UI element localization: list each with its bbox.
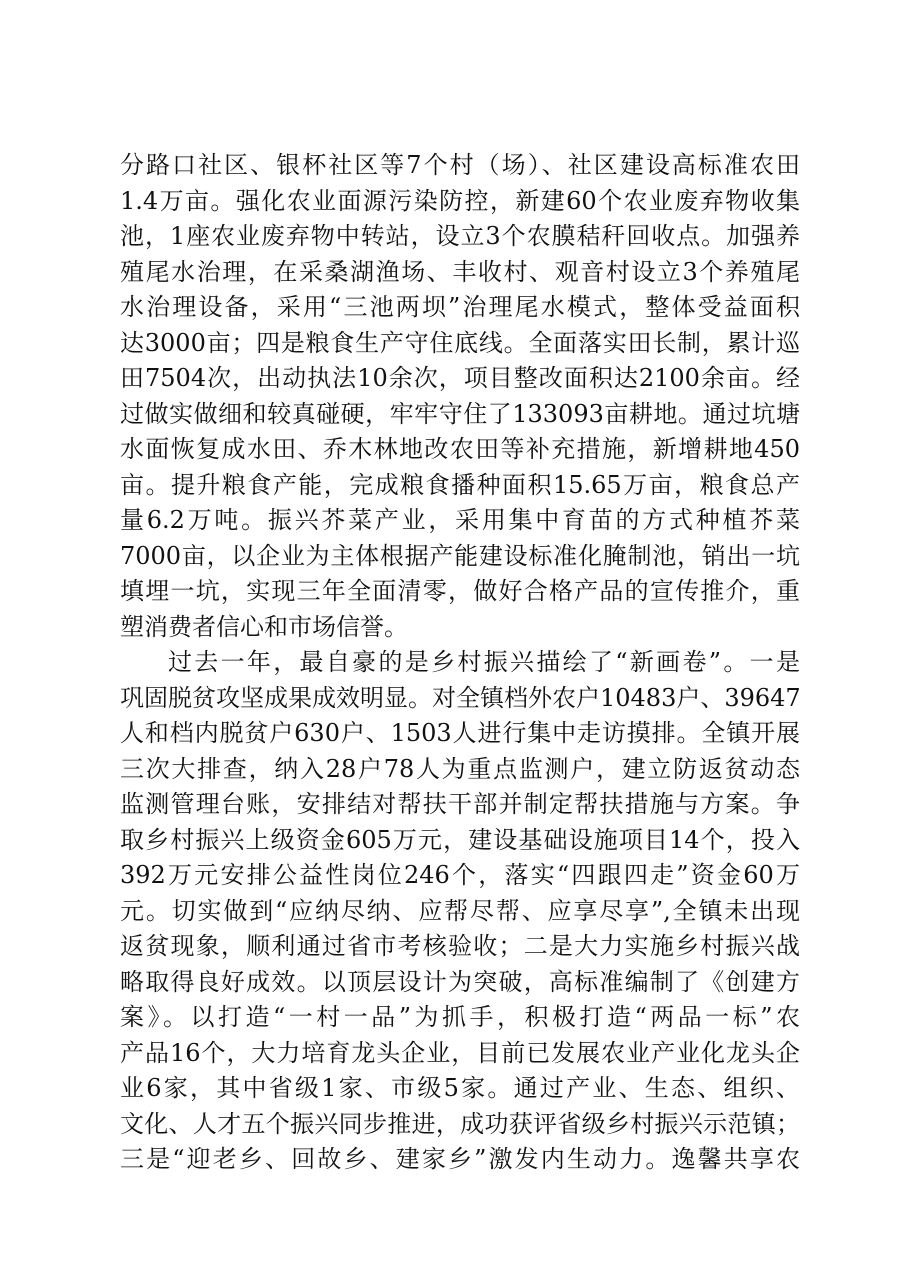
text-line: 填埋一坑，实现三年全面清零，做好合格产品的宣传推介，重 xyxy=(120,577,800,605)
text-line: 1.4万亩。强化农业面源污染防控，新建60个农业废弃物收集 xyxy=(120,186,800,215)
text-line: 达3000亩；四是粮食生产守住底线。全面落实田长制，累计巡 xyxy=(120,328,800,357)
text-line: 产品16个，大力培育龙头企业，目前已发展农业产业化龙头企 xyxy=(120,1038,800,1067)
paragraph-2 xyxy=(120,645,800,1178)
text-line: 过做实做细和较真碰硬，牢牢守住了133093亩耕地。通过坑塘 xyxy=(120,399,800,428)
text-line: 分路口社区、银杯社区等7个村（场）、社区建设高标准农田 xyxy=(120,151,800,179)
text-line: 量6.2万吨。振兴芥菜产业，采用集中育苗的方式种植芥菜 xyxy=(120,506,800,534)
text-line: 监测管理台账，安排结对帮扶干部并制定帮扶措施与方案。争 xyxy=(120,790,800,818)
text-line: 过去一年，最自豪的是乡村振兴描绘了“新画卷”。一是 xyxy=(168,648,800,676)
text-line: 略取得良好成效。以顶层设计为突破，高标准编制了《创建方 xyxy=(120,967,800,996)
text-line: 巩固脱贫攻坚成果成效明显。对全镇档外农户10483户、39647 xyxy=(120,683,801,712)
text-line: 水治理设备，采用“三池两坝”治理尾水模式，整体受益面积 xyxy=(120,293,800,321)
text-line: 三次大排查，纳入28户78人为重点监测户，建立防返贫动态 xyxy=(120,754,800,783)
text-line: 三是“迎老乡、回故乡、建家乡”激发内生动力。逸馨共享农 xyxy=(120,1145,800,1173)
text-line: 返贫现象，顺利通过省市考核验收；二是大力实施乡村振兴战 xyxy=(120,932,800,960)
paragraph-1 xyxy=(120,148,800,645)
text-line: 塑消费者信心和市场信誉。 xyxy=(120,612,408,641)
text-line: 田7504次，出动执法10余次，项目整改面积达2100余亩。经 xyxy=(120,364,800,392)
text-line: 业6家，其中省级1家、市级5家。通过产业、生态、组织、 xyxy=(120,1074,800,1102)
document-body xyxy=(120,148,800,1178)
text-line: 亩。提升粮食产能，完成粮食播种面积15.65万亩，粮食总产 xyxy=(120,470,800,499)
text-line: 392万元安排公益性岗位246个，落实“四跟四走”资金60万 xyxy=(120,861,800,889)
text-line: 池，1座农业废弃物中转站，设立3个农膜秸秆回收点。加强养 xyxy=(120,222,800,250)
text-line: 文化、人才五个振兴同步推进，成功获评省级乡村振兴示范镇； xyxy=(120,1109,800,1138)
text-line: 人和档内脱贫户630户、1503人进行集中走访摸排。全镇开展 xyxy=(120,719,800,747)
text-line: 水面恢复成水田、乔木林地改农田等补充措施，新增耕地450 xyxy=(120,435,800,463)
text-line: 取乡村振兴上级资金605万元，建设基础设施项目14个，投入 xyxy=(120,825,800,854)
text-line: 7000亩，以企业为主体根据产能建设标准化腌制池，销出一坑 xyxy=(120,541,800,570)
text-line: 案》。以打造“一村一品”为抓手，积极打造“两品一标”农 xyxy=(120,1003,800,1031)
text-line: 元。切实做到“应纳尽纳、应帮尽帮、应享尽享”,全镇未出现 xyxy=(120,896,800,925)
text-line: 殖尾水治理，在采桑湖渔场、丰收村、观音村设立3个养殖尾 xyxy=(120,257,800,286)
